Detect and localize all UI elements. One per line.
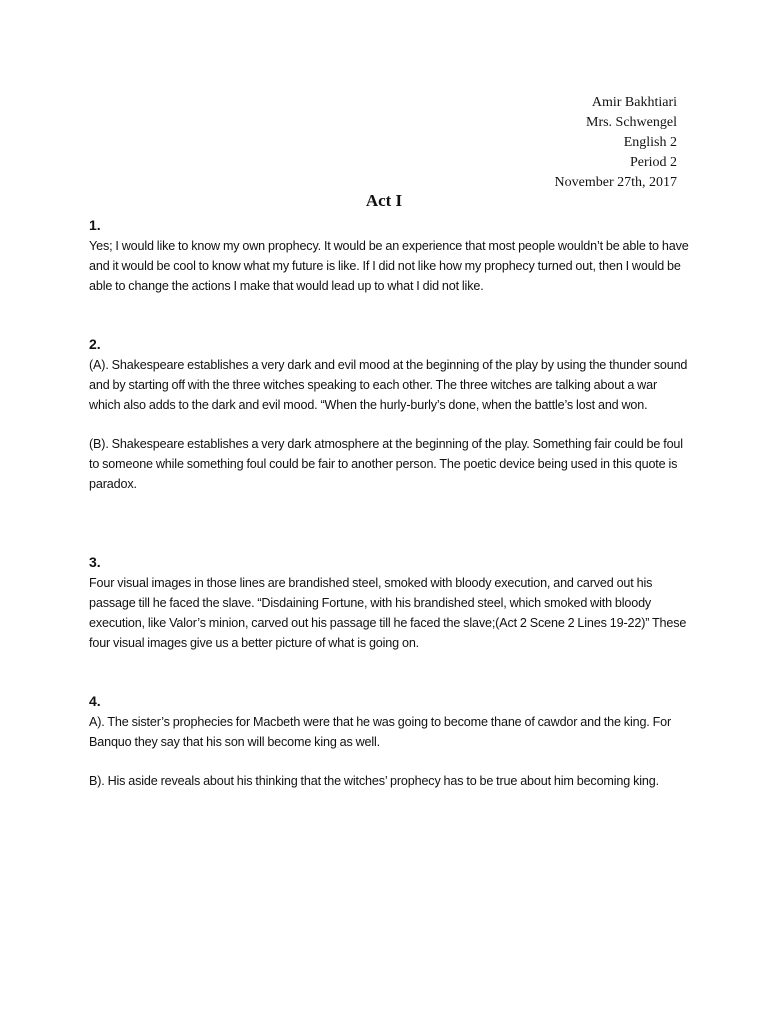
question-number: 2. bbox=[89, 336, 101, 352]
page-title: Act I bbox=[365, 191, 403, 210]
course-name: English 2 bbox=[623, 135, 677, 150]
student-name: Amir Bakhtiari bbox=[591, 95, 677, 110]
document-date: November 27th, 2017 bbox=[554, 175, 677, 190]
teacher-name: Mrs. Schwengel bbox=[586, 115, 677, 130]
question-number: 1. bbox=[89, 217, 101, 233]
question-3-section bbox=[89, 552, 689, 653]
question-number: 4. bbox=[89, 693, 101, 709]
header-block bbox=[417, 93, 677, 193]
question-4-section bbox=[89, 691, 689, 791]
answer-paragraph: (A). Shakespeare establishes a very dark and evil mood at the beginning of the play by using the thunder sound and by starting off with the three witches speaking to each other. The three witches are talking about a war which also adds to the dark and evil mood. “When the hurly-burly’s done, when the battle’s lost and won. bbox=[89, 358, 688, 412]
question-2-section bbox=[89, 334, 689, 494]
answer-paragraph: A). The sister’s prophecies for Macbeth were that he was going to become thane of cawdor and the king. For Banquo they say that his son will become king as well. bbox=[89, 715, 672, 749]
answer-paragraph: Yes; I would like to know my own prophecy. It would be an experience that most people wouldn’t be able to have and it would be cool to know what my future is like. If I did not like how my prophecy turned out, then I would be able to change the actions I make that would lead up to what I did not like. bbox=[89, 239, 689, 293]
question-number: 3. bbox=[89, 554, 101, 570]
class-period: Period 2 bbox=[629, 155, 677, 170]
answer-paragraph: B). His aside reveals about his thinking that the witches’ prophecy has to be true about him becoming king. bbox=[89, 774, 659, 788]
question-1-section bbox=[89, 215, 689, 296]
answer-paragraph: (B). Shakespeare establishes a very dark atmosphere at the beginning of the play. Something fair could be foul to someone while something foul could be fair to another person. The poetic device being used in this quote is paradox. bbox=[89, 437, 683, 491]
answer-paragraph: Four visual images in those lines are brandished steel, smoked with bloody execution, and carved out his passage till he faced the slave. “Disdaining Fortune, with his brandished steel, which smoked with bloody execution, like Valor’s minion, carved out his passage till he faced the slave;(Act 2 Scene 2 Lines 19-22)” These four visual images give us a better picture of what is going on. bbox=[89, 576, 687, 650]
